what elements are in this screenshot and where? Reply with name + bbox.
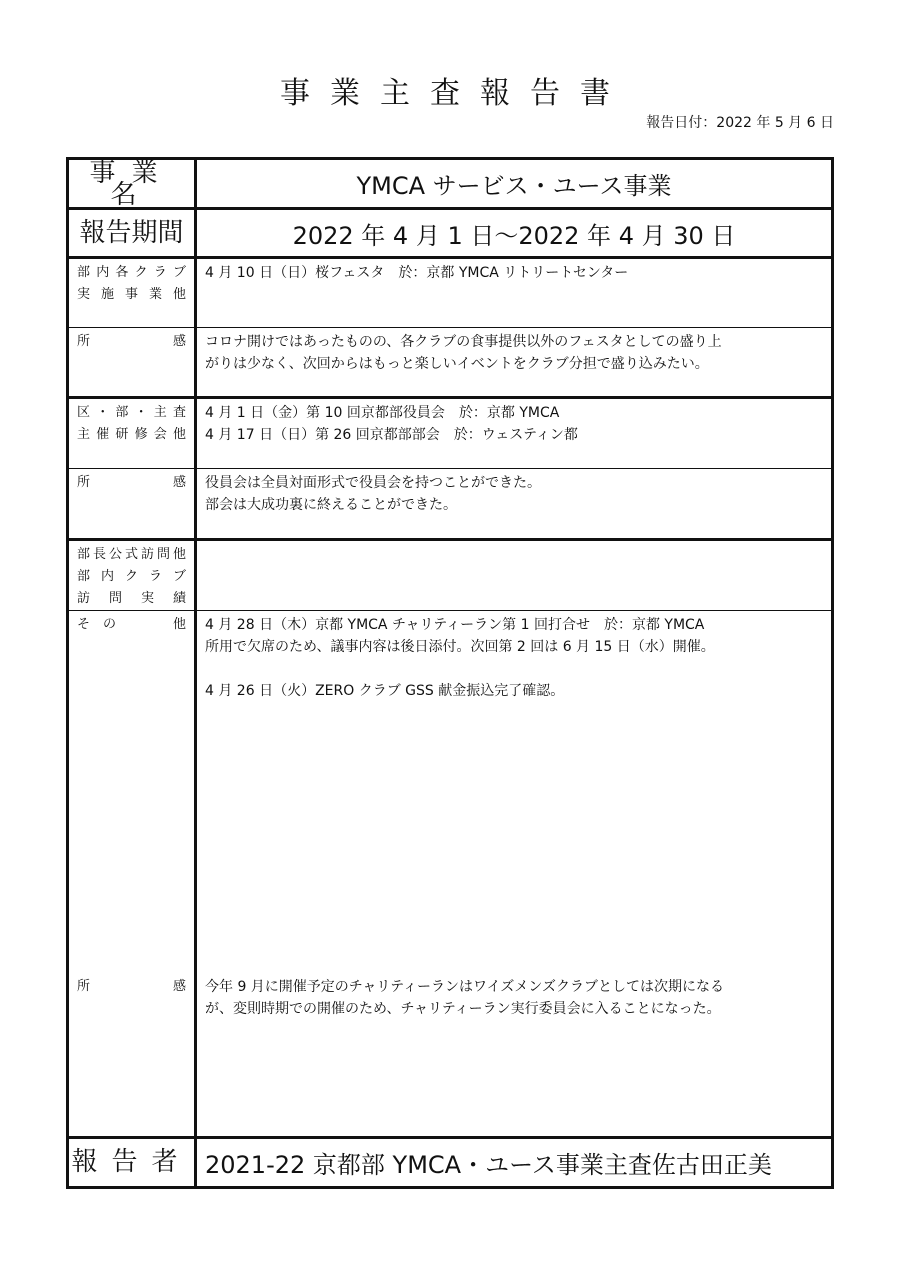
other-impression-label: 所 感: [77, 979, 186, 995]
reporter-value: 2021-22 京都部 YMCA・ユース事業主査佐古田正美: [205, 1150, 772, 1179]
row-district-events-impression: [68, 468, 833, 539]
project-name-value: YMCA サービス・ユース事業: [196, 159, 833, 209]
district-events-impression-label: 所 感: [77, 474, 186, 490]
report-date: 報告日付：2022 年 5 月 6 日: [646, 115, 834, 131]
reporter-label: 報告者: [71, 1147, 192, 1178]
report-period-label: 報告期間: [68, 209, 196, 258]
other-value: 4 月 28 日（木）京都 YMCA チャリティーラン第 1 回打合せ 於：京都 YMCA 所用で欠席のため、議事内容は後日添付。次回第 2 回は 6 月 15 日（水）開催。 4 月 26 日（火）ZERO クラブ GSS 献金振込完了確認。: [205, 616, 715, 699]
row-district-events: [68, 398, 833, 468]
official-visits-value: [196, 539, 833, 610]
district-events-label: 区・部・主査 主催研修会他: [77, 405, 186, 443]
row-official-visits: [68, 539, 833, 610]
row-other-impression: [68, 973, 833, 1137]
other-label: そ の 他: [77, 616, 186, 632]
club-events-impression-value: コロナ開けではあったものの、各クラブの食事提供以外のフェスタとしての盛り上 がりは少なく、次回からはもっと楽しいイベントをクラブ分担で盛り込みたい。: [205, 334, 722, 373]
club-events-value: 4 月 10 日（日）桜フェスタ 於：京都 YMCA リトリートセンター: [205, 265, 629, 282]
row-report-period: [68, 209, 833, 258]
district-events-value: 4 月 1 日（金）第 10 回京都部役員会 於：京都 YMCA 4 月 17 日（日）第 26 回京都部部会 於：ウェスティン都: [205, 405, 578, 444]
row-other: [68, 610, 833, 973]
club-events-label: 部内各クラブ 実施事業他: [77, 265, 186, 303]
row-club-events: [68, 258, 833, 328]
official-visits-label: 部長公式訪問他 部内クラブ 訪問実績: [77, 546, 186, 606]
report-period-value: 2022 年 4 月 1 日〜2022 年 4 月 30 日: [196, 209, 833, 258]
project-name-label: 事業名: [89, 157, 174, 210]
district-events-impression-value: 役員会は全員対面形式で役員会を持つことができた。 部会は大成功裏に終えることができた。: [205, 474, 541, 513]
report-table: [66, 157, 834, 1189]
row-club-events-impression: [68, 328, 833, 398]
other-impression-value: 今年 9 月に開催予定のチャリティーランはワイズメンズクラブとしては次期になる が、変則時期での開催のため、チャリティーラン実行委員会に入ることになった。: [205, 979, 725, 1018]
row-reporter: [68, 1137, 833, 1187]
club-events-impression-label: 所 感: [77, 334, 186, 350]
row-project-name: [68, 159, 833, 209]
document-title: 事業主査報告書: [280, 76, 630, 111]
